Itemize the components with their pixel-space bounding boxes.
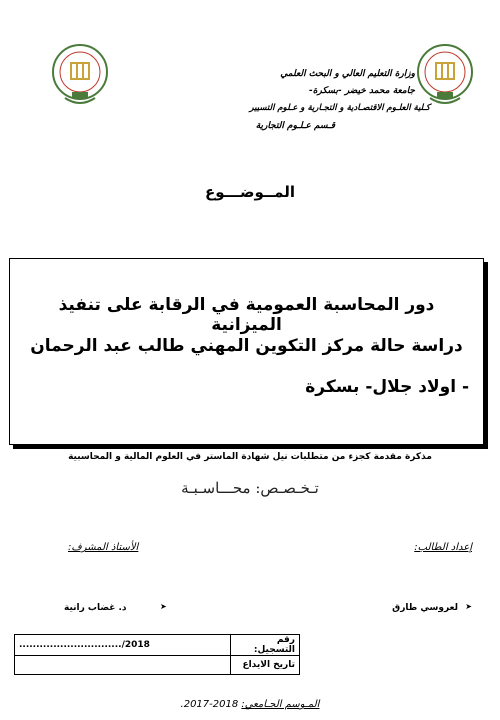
- subject-heading: المــوضـــوع: [204, 183, 295, 201]
- arrow-bullet-icon: ➤: [160, 602, 167, 611]
- academic-year-value: 2018-2017.: [180, 699, 239, 710]
- memo-text: مذكرة مقدمة كجزء من متطلبات نيل شهادة الماستر في العلوم المالية و المحاسبية: [68, 452, 432, 462]
- faculty-text: كـلية العلـوم الاقتصـادية و التجـارية و عـلوم التسيير: [249, 103, 430, 113]
- academic-year-label: المـوسم الجـامعي:: [241, 699, 320, 710]
- university-text: جامعة محمد خيضر -بسكرة-: [309, 86, 415, 96]
- title-line-3: - اولاد جلال- بسكرة: [305, 377, 469, 397]
- academic-year: [0, 699, 500, 710]
- title-line-1: دور المحاسبة العمومية في الرقابة على تنفيذ الميزانية: [58, 295, 435, 335]
- supervisor-label: الأستاذ المشرف:: [68, 542, 139, 553]
- department-text: قـسم عـلـوم التجارية: [255, 121, 335, 131]
- ministry-text: وزارة التعليم العالي و البحث العلمي: [280, 69, 415, 79]
- university-seal-icon-right: [415, 42, 475, 108]
- deposit-date-value: [15, 656, 231, 675]
- student-name: لعروسي طارق: [392, 603, 458, 613]
- registration-number-label: رقم التسجيل:: [231, 635, 300, 656]
- registration-number-value: 2018/..............................: [15, 635, 231, 656]
- supervisor-name: د. غضاب رانية: [64, 603, 127, 613]
- university-seal-icon-left: [50, 42, 110, 108]
- student-label: إعداد الطالب:: [414, 542, 472, 553]
- arrow-bullet-icon: ➤: [465, 602, 472, 611]
- registration-table: [14, 634, 300, 675]
- title-box: [9, 258, 484, 445]
- specialty-text: تـخـصـص: محـــاسـبـة: [181, 479, 319, 497]
- title-line-2: دراسة حالة مركز التكوين المهني طالب عبد الرحمان: [30, 336, 463, 356]
- deposit-date-label: تاريخ الايداع: [231, 656, 300, 675]
